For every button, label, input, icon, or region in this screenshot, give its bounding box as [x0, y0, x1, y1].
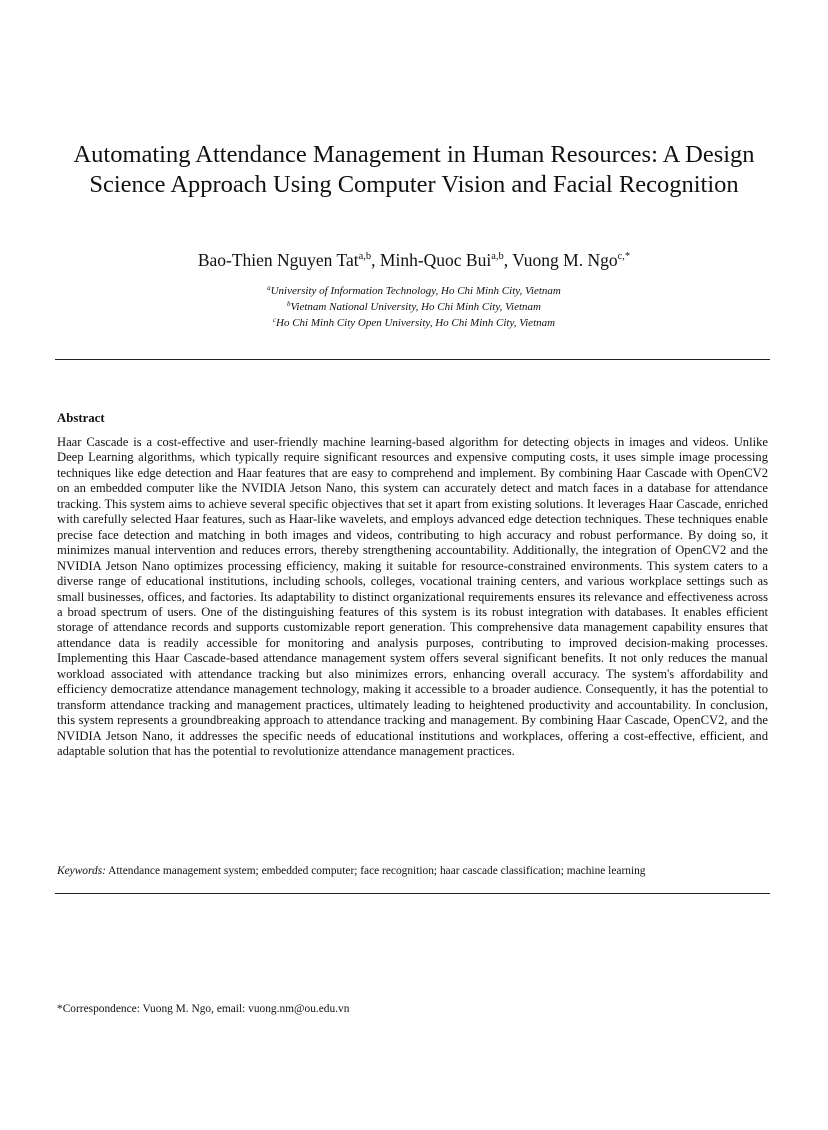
author-affiliation-mark: a,b — [491, 251, 504, 262]
author-name: Minh-Quoc Bui — [379, 250, 492, 270]
affiliation-list — [60, 284, 768, 331]
paper-title: Automating Attendance Management in Human Resources: A Design Science Approach Using Computer Vision and Facial Recognition — [73, 141, 755, 198]
keywords-text: Attendance management system; embedded computer; face recognition; haar cascade classification; machine learning — [105, 865, 646, 877]
affiliation-line — [60, 300, 768, 316]
author-name: Bao-Thien Nguyen Tat — [197, 250, 359, 270]
affiliation-text: Ho Chi Minh City Open University, Ho Chi Minh City, Vietnam — [276, 316, 556, 329]
keywords-label: Keywords: — [57, 865, 106, 877]
header-divider — [55, 359, 770, 360]
affiliation-mark: c — [272, 315, 277, 324]
affiliation-line — [60, 316, 768, 332]
author-list — [60, 248, 768, 272]
keywords-line — [57, 864, 768, 879]
abstract-text: Haar Cascade is a cost-effective and user-friendly machine learning-based algorithm for detecting objects in images and videos. Unlike Deep Learning algorithms, which typically require significant resources and expensive computing costs, it uses simple image processing techniques like edge detection and Haar features that are easy to comprehend and implement. By combining Haar Cascade with OpenCV2 on an embedded computer like the NVIDIA Jetson Nano, this system can accurately detect and match faces in a database for attendance tracking. This system aims to achieve several specific objectives that set it apart from existing solutions. It leverages Haar Cascade, enriched with carefully selected Haar features, such as Haar-like wavelets, and employs advanced edge detection techniques. These techniques enable precise face detection and matching in both images and videos, contributing to high accuracy and robust performance. By doing so, it minimizes manual intervention and reduces errors, thereby strengthening accountability. Additionally, the integration of OpenCV2 and the NVIDIA Jetson Nano optimizes processing efficiency, making it suitable for resource-constrained environments. This system caters to a diverse range of educational institutions, including schools, colleges, vocational training centers, and various workplace settings such as small businesses, offices, and factories. Its adaptability to distinct organizational requirements ensures its relevance and effectiveness across a broad spectrum of users. One of the distinguishing features of this system is its robust integration with databases. It enables efficient storage of attendance records and supports customizable report generation. This comprehensive data management capability ensures that attendance data is readily accessible for monitoring and analysis purposes, contributing to improved decision-making processes. Implementing this Haar Cascade-based attendance management system offers several significant benefits. It not only reduces the manual workload associated with attendance tracking but also minimizes errors, enhancing overall accuracy. The system's affordability and efficiency democratize attendance management technology, making it accessible to a broader audience. Consequently, it has the potential to transform attendance tracking and management practices, ultimately leading to heightened productivity and accountability. In conclusion, this system represents a groundbreaking approach to attendance tracking and management. By combining Haar Cascade, OpenCV2, and the NVIDIA Jetson Nano, it addresses the specific needs of educational institutions and workplaces, offering a cost-effective, efficient, and adaptable solution that has the potential to revolutionize attendance management practices. — [57, 435, 768, 759]
affiliation-text: Vietnam National University, Ho Chi Minh City, Vietnam — [290, 300, 541, 313]
author-separator: , — [371, 250, 380, 270]
author-name: Vuong M. Ngo — [512, 250, 618, 270]
author-separator: , — [503, 250, 513, 270]
affiliation-mark: a — [267, 284, 271, 292]
abstract-heading: Abstract — [57, 411, 105, 425]
keywords-divider — [55, 893, 770, 894]
author-affiliation-mark: c,* — [617, 251, 631, 262]
affiliation-mark: b — [287, 299, 291, 308]
affiliation-text: University of Information Technology, Ho Chi Minh City, Vietnam — [270, 285, 561, 297]
author-affiliation-mark: a,b — [358, 251, 372, 262]
affiliation-line — [60, 284, 768, 300]
correspondence-note: *Correspondence: Vuong M. Ngo, email: vuong.nm@ou.edu.vn — [57, 1003, 350, 1015]
